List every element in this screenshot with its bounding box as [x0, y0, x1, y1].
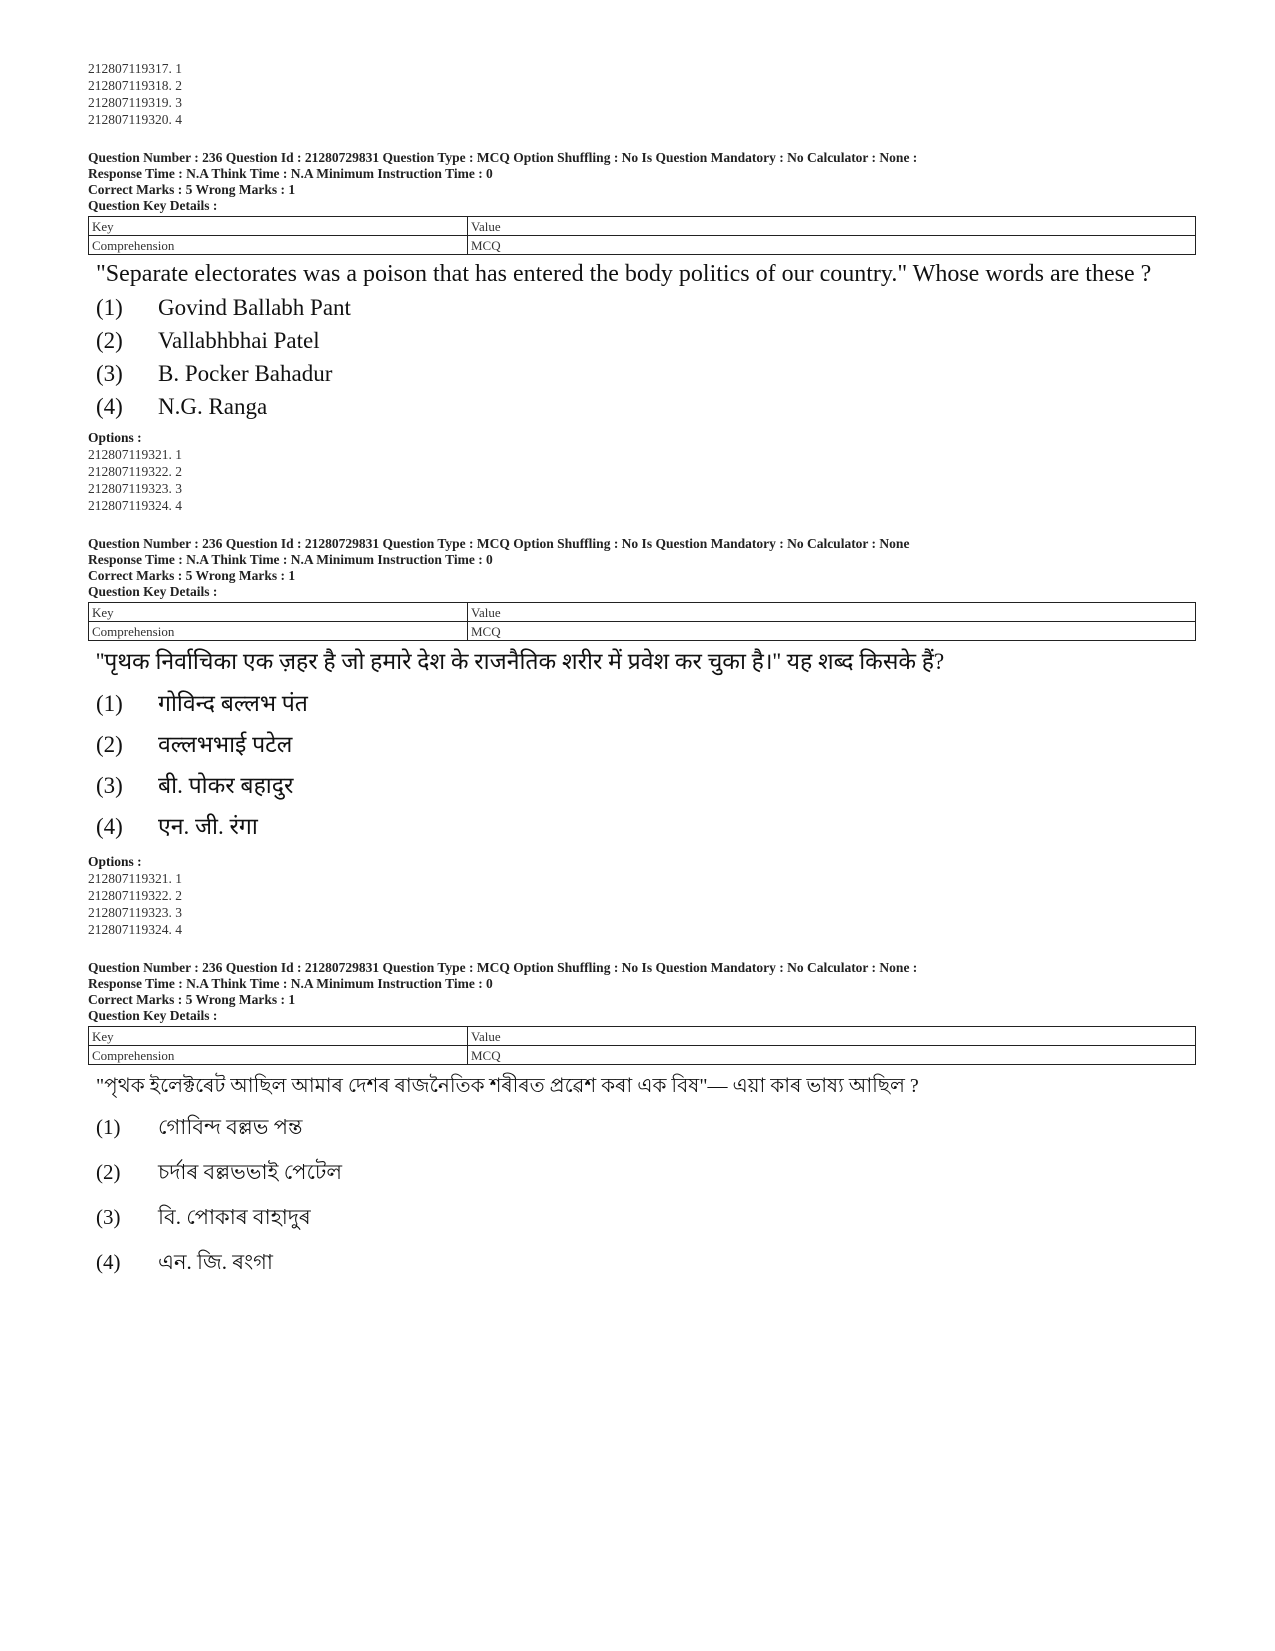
option-id: 212807119319. 3	[88, 95, 182, 110]
answer-choice	[96, 357, 1200, 390]
marks-line: Correct Marks : 5 Wrong Marks : 1	[88, 992, 296, 1007]
question-text: "Separate electorates was a poison that has entered the body politics of our country." Whose words are these ?	[96, 261, 1152, 287]
table-row	[89, 217, 1196, 236]
choice-text: চৰ্দাৰ বল্লভভাই পেটেল	[158, 1160, 343, 1184]
choice-text: गोविन्द बल्लभ पंत	[158, 691, 308, 716]
key-details-label: Question Key Details :	[88, 584, 218, 599]
table-header-value: Value	[468, 1027, 1196, 1046]
choice-text: N.G. Ranga	[158, 394, 268, 419]
answer-choice	[96, 1150, 1200, 1195]
answer-choice	[96, 806, 1200, 847]
question-meta	[88, 150, 1200, 214]
options-list	[88, 446, 1200, 514]
choice-text: B. Pocker Bahadur	[158, 361, 333, 386]
table-row	[89, 603, 1196, 622]
table-row	[89, 1046, 1196, 1065]
marks-line: Correct Marks : 5 Wrong Marks : 1	[88, 568, 296, 583]
meta-line: Response Time : N.A Think Time : N.A Minimum Instruction Time : 0	[88, 166, 493, 181]
meta-line: Question Number : 236 Question Id : 21280729831 Question Type : MCQ Option Shuffling : No Is Question Mandatory : No Calculator : None	[88, 536, 910, 551]
choice-number: (3)	[96, 1205, 121, 1229]
option-id: 212807119320. 4	[88, 112, 182, 127]
answer-choice	[96, 324, 1200, 357]
table-row	[89, 236, 1196, 255]
table-row	[89, 1027, 1196, 1046]
option-id: 212807119323. 3	[88, 905, 182, 920]
answer-choice	[96, 1240, 1200, 1285]
choice-number: (3)	[96, 361, 123, 386]
choice-number: (4)	[96, 394, 123, 419]
previous-options-list	[88, 60, 1200, 128]
choice-text: গোবিন্দ বল্লভ পন্ত	[158, 1115, 303, 1139]
question-text: "পৃথক ইলেক্টৰেট আছিল আমাৰ দেশৰ ৰাজনৈতিক শৰীৰত প্ৰৱেশ কৰা এক বিষ"— এয়া কাৰ ভাষ্য আছিল ?	[96, 1075, 919, 1097]
marks-line: Correct Marks : 5 Wrong Marks : 1	[88, 182, 296, 197]
answer-choice	[96, 390, 1200, 423]
option-id: 212807119318. 2	[88, 78, 182, 93]
choice-number: (2)	[96, 1160, 121, 1184]
answer-choice	[96, 291, 1200, 324]
meta-line: Response Time : N.A Think Time : N.A Minimum Instruction Time : 0	[88, 976, 493, 991]
option-id: 212807119317. 1	[88, 61, 182, 76]
choice-number: (2)	[96, 732, 123, 757]
table-header-value: Value	[468, 217, 1196, 236]
table-cell-key: Comprehension	[89, 622, 468, 641]
key-details-label: Question Key Details :	[88, 198, 218, 213]
question-meta	[88, 960, 1200, 1024]
option-id: 212807119324. 4	[88, 498, 182, 513]
table-row	[89, 622, 1196, 641]
options-list	[88, 870, 1200, 938]
choice-number: (1)	[96, 1115, 121, 1139]
question-meta	[88, 536, 1200, 600]
exam-document	[88, 60, 1200, 1285]
answer-choice	[96, 765, 1200, 806]
options-label: Options :	[88, 854, 142, 869]
choice-number: (1)	[96, 295, 123, 320]
table-cell-value: MCQ	[468, 236, 1196, 255]
table-header-key: Key	[89, 603, 468, 622]
option-id: 212807119321. 1	[88, 447, 182, 462]
answer-choice	[96, 1105, 1200, 1150]
table-cell-key: Comprehension	[89, 1046, 468, 1065]
key-table	[88, 1026, 1196, 1065]
meta-line: Question Number : 236 Question Id : 21280729831 Question Type : MCQ Option Shuffling : No Is Question Mandatory : No Calculator : None :	[88, 150, 918, 165]
meta-line: Question Number : 236 Question Id : 21280729831 Question Type : MCQ Option Shuffling : No Is Question Mandatory : No Calculator : None :	[88, 960, 918, 975]
table-header-key: Key	[89, 217, 468, 236]
key-table	[88, 216, 1196, 255]
question-block-assamese	[88, 960, 1200, 1285]
table-header-value: Value	[468, 603, 1196, 622]
question-text: ''पृथक निर्वाचिका एक ज़हर है जो हमारे देश के राजनैतिक शरीर में प्रवेश कर चुका है।'' यह शब्द किसके हैं?	[96, 649, 945, 674]
question-block-hindi	[88, 536, 1200, 938]
choice-text: बी. पोकर बहादुर	[158, 773, 294, 798]
option-id: 212807119323. 3	[88, 481, 182, 496]
options-label: Options :	[88, 430, 142, 445]
table-header-key: Key	[89, 1027, 468, 1046]
choice-text: एन. जी. रंगा	[158, 814, 258, 839]
table-cell-value: MCQ	[468, 1046, 1196, 1065]
table-cell-value: MCQ	[468, 622, 1196, 641]
table-cell-key: Comprehension	[89, 236, 468, 255]
choice-text: Vallabhbhai Patel	[158, 328, 320, 353]
answer-choice	[96, 724, 1200, 765]
option-id: 212807119322. 2	[88, 464, 182, 479]
option-id: 212807119322. 2	[88, 888, 182, 903]
option-id: 212807119321. 1	[88, 871, 182, 886]
option-id: 212807119324. 4	[88, 922, 182, 937]
choice-number: (3)	[96, 773, 123, 798]
choice-number: (4)	[96, 814, 123, 839]
key-details-label: Question Key Details :	[88, 1008, 218, 1023]
answer-choice	[96, 683, 1200, 724]
choice-number: (2)	[96, 328, 123, 353]
choice-number: (4)	[96, 1250, 121, 1274]
choice-text: Govind Ballabh Pant	[158, 295, 351, 320]
choice-text: वल्लभभाई पटेल	[158, 732, 293, 757]
meta-line: Response Time : N.A Think Time : N.A Minimum Instruction Time : 0	[88, 552, 493, 567]
question-block-english	[88, 150, 1200, 514]
choice-number: (1)	[96, 691, 123, 716]
answer-choice	[96, 1195, 1200, 1240]
choice-text: বি. পোকাৰ বাহাদুৰ	[158, 1205, 311, 1229]
choice-text: এন. জি. ৰংগা	[158, 1250, 274, 1274]
key-table	[88, 602, 1196, 641]
